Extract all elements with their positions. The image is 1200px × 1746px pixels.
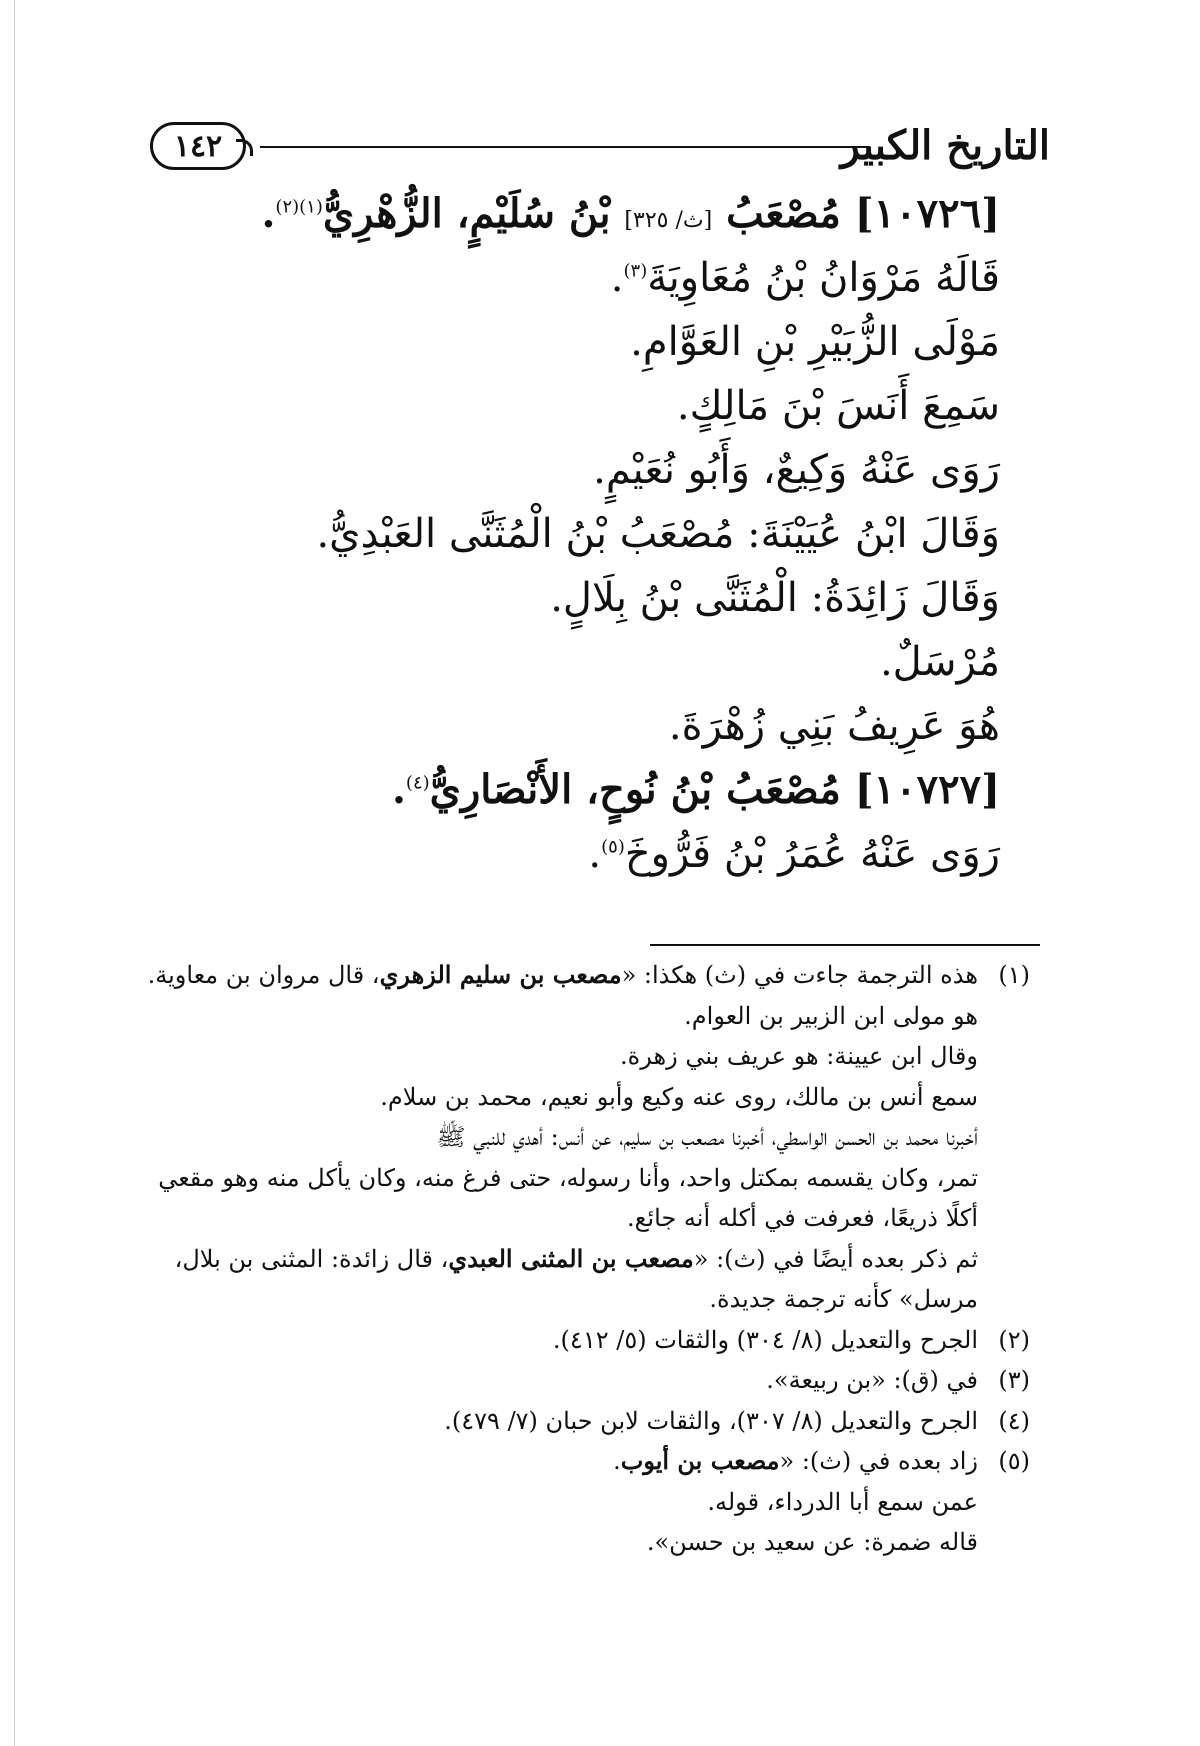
footnote-line	[100, 1077, 1030, 1118]
line-text: .	[261, 190, 276, 237]
book-title: التاريخ الكبير	[840, 122, 1050, 169]
binding-edge-line	[14, 0, 15, 1746]
footnote-text	[100, 955, 978, 996]
footnote-number: (٣)	[998, 1366, 1030, 1394]
text-line	[150, 630, 1000, 694]
footnote-line	[100, 996, 1030, 1037]
footnote-text	[100, 1279, 978, 1320]
text-line	[150, 694, 1000, 758]
footnote-marker: (٣)	[623, 260, 648, 282]
line-text: وَقَالَ زَائِدَةُ: الْمُثَنَّى بْنُ بِلَالٍ.	[550, 575, 1000, 621]
footnote-marker: (٥)	[601, 836, 625, 858]
entry-heading-line	[150, 758, 1000, 822]
footnote-text-part: الجرح والتعديل (٨/ ٣٠٧)، والثقات لابن حبان (٧/ ٤٧٩).	[444, 1406, 978, 1435]
footnote-indent	[978, 1279, 1030, 1320]
footnote-text	[100, 1482, 978, 1523]
manuscript-ref: [ث/ ٣٢٥]	[624, 208, 713, 233]
footnote-text-part: سمع أنس بن مالك، روى عنه وكيع وأبو نعيم، محمد بن سلام.	[380, 1082, 978, 1111]
footnote-text	[100, 1320, 978, 1361]
footnote-line	[100, 1441, 1030, 1482]
text-line	[150, 246, 1000, 310]
footnote-indent	[978, 996, 1030, 1037]
footnote-line	[100, 1360, 1030, 1401]
footnote-number: (١)	[998, 961, 1030, 989]
footnote-indent	[978, 1158, 1030, 1199]
footnote-line	[100, 1036, 1030, 1077]
footnote-text-part: الجرح والتعديل (٨/ ٣٠٤) والثقات (٥/ ٤١٢).	[552, 1325, 978, 1354]
header-rule	[260, 146, 870, 148]
footnote-text-part: ، قال مروان بن معاوية.	[147, 961, 380, 989]
footnote-line	[100, 1198, 1030, 1239]
footnote-text-part: عمن سمع أبا الدرداء، قوله.	[707, 1487, 978, 1516]
footnote-line	[100, 1320, 1030, 1361]
footnote-indent	[978, 1117, 1030, 1158]
footnote-text	[100, 1239, 978, 1280]
footnote-number: (٤)	[998, 1406, 1030, 1435]
footnote-text-part: أكلًا ذريعًا، فعرفت في أكله أنه جائع.	[627, 1204, 978, 1232]
footnote-line	[100, 1239, 1030, 1280]
line-text: مَوْلَى الزُّبَيْرِ بْنِ العَوَّامِ.	[630, 319, 1000, 365]
page-header	[150, 118, 1050, 178]
footnote-line	[100, 955, 1030, 996]
footnote-number: (٥)	[998, 1447, 1030, 1475]
footnote-bold-text: مصعب بن المثنى العبدي	[448, 1243, 694, 1273]
footnote-text	[100, 996, 978, 1037]
footnote-text-part: في (ق): «بن ربيعة».	[766, 1366, 978, 1394]
footnote-text	[100, 1198, 978, 1239]
footnote-separator	[650, 944, 1040, 946]
line-text: رَوَى عَنْهُ وَكِيعٌ، وَأَبُو نُعَيْمٍ.	[593, 447, 1000, 493]
line-text: بْنُ سُلَيْمٍ، الزُّهْرِيُّ	[322, 190, 625, 237]
line-text: قَالَهُ مَرْوَانُ بْنُ مُعَاوِيَةَ	[647, 255, 1000, 301]
footnote-indent	[978, 1482, 1030, 1523]
footnote-line	[100, 1279, 1030, 1320]
footnote-text	[100, 1117, 978, 1158]
footnote-line	[100, 1158, 1030, 1199]
footnote-bold-text: مصعب بن سليم الزهري	[379, 960, 622, 989]
line-text: مُرْسَلٌ.	[879, 639, 1000, 685]
footnote-text-part: هو مولى ابن الزبير بن العوام.	[684, 1001, 978, 1030]
text-line	[150, 502, 1000, 566]
line-text: [١٠٧٢٧] مُصْعَبُ بْنُ نُوحٍ، الأَنْصَارِيُّ	[429, 766, 1000, 813]
text-line	[150, 566, 1000, 630]
footnote-indent	[978, 1036, 1030, 1077]
line-text: هُوَ عَرِيفُ بَنِي زُهْرَةَ.	[668, 703, 1000, 749]
text-line	[150, 438, 1000, 502]
footnotes	[100, 955, 1030, 1563]
footnote-text	[100, 1077, 978, 1118]
footnote-line	[100, 1482, 1030, 1523]
footnote-line	[100, 1522, 1030, 1563]
line-text: رَوَى عَنْهُ عُمَرُ بْنُ فَرُّوخَ	[624, 831, 1000, 877]
footnote-number: (٢)	[998, 1325, 1030, 1354]
line-text: [١٠٧٢٦] مُصْعَبُ	[712, 190, 1000, 237]
page-number: ١٤٢	[173, 128, 223, 164]
footnote-indent	[978, 1077, 1030, 1118]
text-line	[150, 374, 1000, 438]
footnote-marker: (٤)	[405, 772, 430, 794]
footnote-text-part: تمر، وكان يقسمه بمكتل واحد، وأنا رسوله، حتى فرغ منه، وكان يأكل منه وهو مقعي	[158, 1163, 978, 1192]
footnote-text-part: .	[613, 1447, 621, 1475]
footnote-text-part: أخبرنا محمد بن الحسن الواسطي، أخبرنا مصعب بن سليم، عن أنس: أهدي للنبي ﷺ	[436, 1123, 978, 1151]
footnote-indent	[978, 1522, 1030, 1563]
footnote-marker: (١)(٢)	[275, 196, 323, 218]
footnote-bold-text: مصعب بن أيوب	[620, 1446, 780, 1475]
footnote-line	[100, 1117, 1030, 1158]
footnote-text	[100, 1522, 978, 1563]
footnote-text-part: زاد بعده في (ث): «	[779, 1447, 978, 1475]
text-line	[150, 822, 1000, 886]
footnote-indent	[978, 1198, 1030, 1239]
line-text: وَقَالَ ابْنُ عُيَيْنَةَ: مُصْعَبُ بْنُ الْمُثَنَّى العَبْدِيُّ.	[316, 511, 1000, 557]
footnote-text	[100, 1441, 978, 1482]
line-text: .	[588, 831, 602, 877]
footnote-text	[100, 1036, 978, 1077]
footnote-text-part: ثم ذكر بعده أيضًا في (ث): «	[693, 1244, 978, 1273]
footnote-text-part: قاله ضمرة: عن سعيد بن حسن».	[646, 1528, 978, 1556]
footnote-text-part: هذه الترجمة جاءت في (ث) هكذا: «	[621, 961, 978, 989]
footnote-indent	[978, 1239, 1030, 1280]
entry-heading-line	[150, 182, 1000, 246]
page-number-badge	[150, 122, 246, 170]
footnote-text-part: مرسل» كأنه ترجمة جديدة.	[709, 1285, 978, 1313]
line-text: سَمِعَ أَنَسَ بْنَ مَالِكٍ.	[676, 383, 1000, 429]
footnote-line	[100, 1401, 1030, 1442]
footnote-text-part: ، قال زائدة: المثنى بن بلال،	[174, 1244, 449, 1273]
main-text	[150, 182, 1000, 886]
line-text: .	[391, 766, 406, 813]
text-line	[150, 310, 1000, 374]
footnote-text	[100, 1158, 978, 1199]
footnote-text	[100, 1401, 978, 1442]
line-text: .	[610, 255, 624, 301]
footnote-text-part: وقال ابن عيينة: هو عريف بني زهرة.	[620, 1042, 978, 1070]
footnote-text	[100, 1360, 978, 1401]
